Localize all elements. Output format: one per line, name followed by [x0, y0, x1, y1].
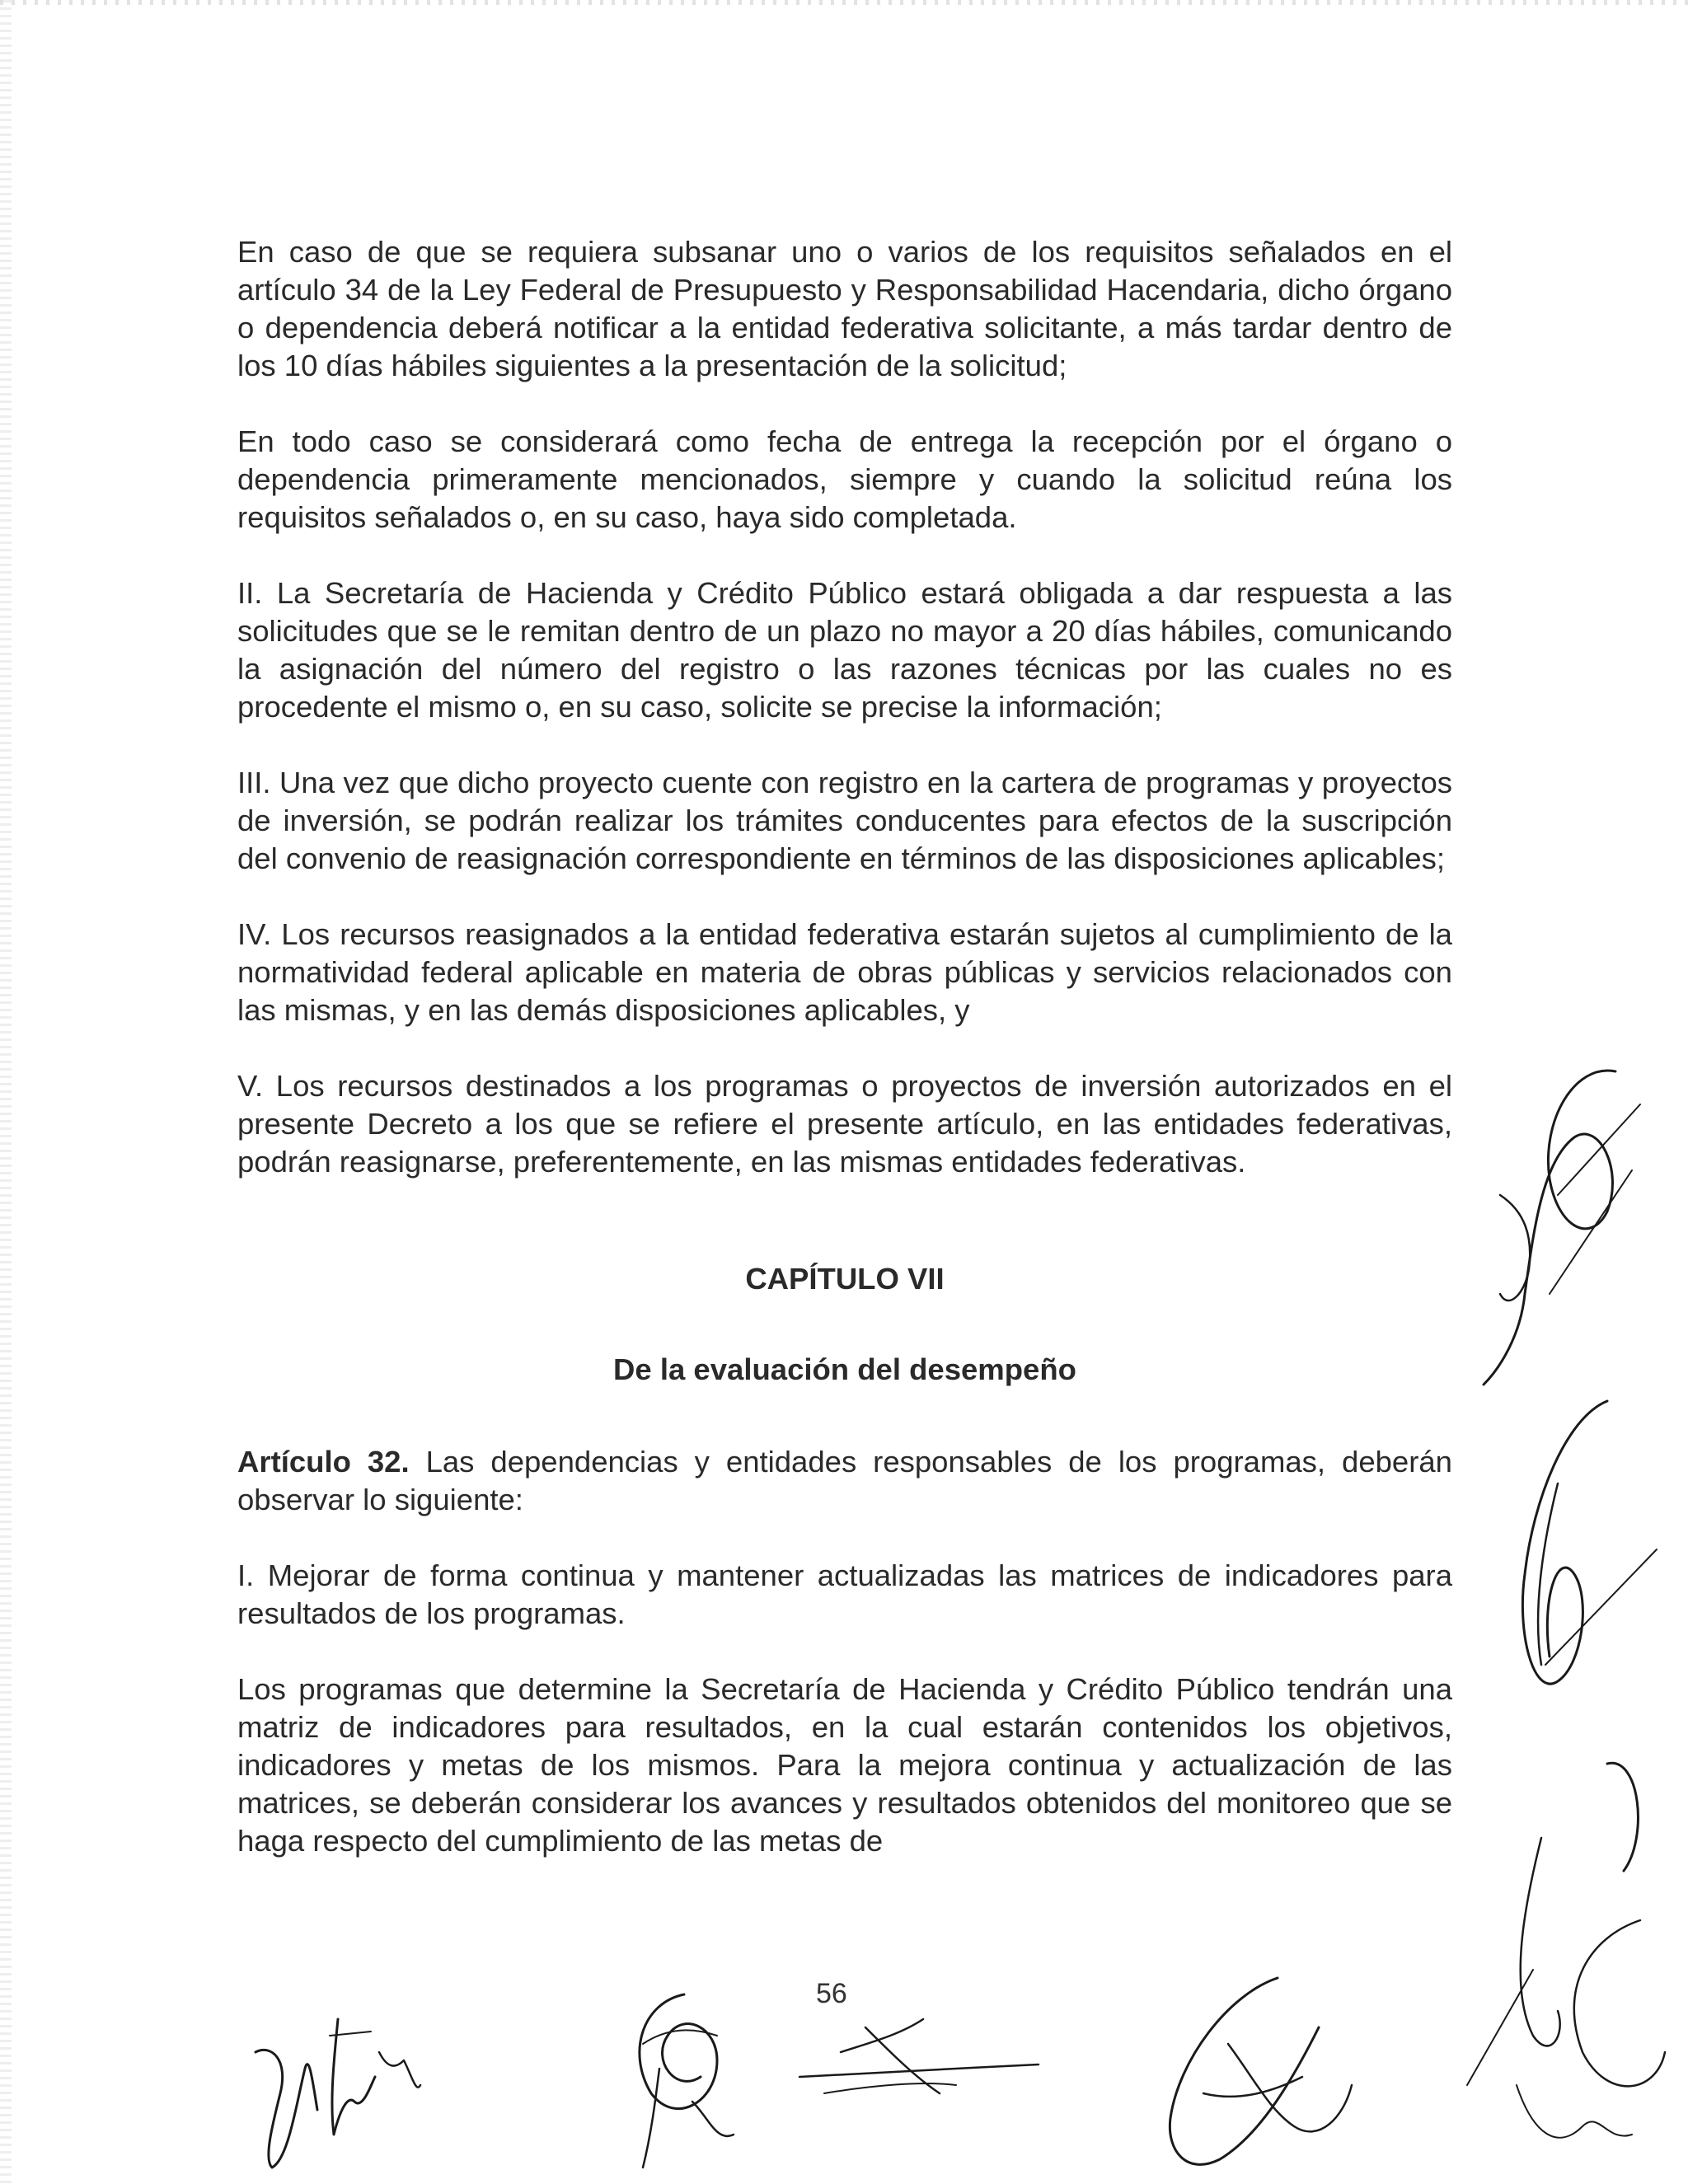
paragraph-item-iii: III. Una vez que dicho proyecto cuente con registro en la cartera de programas y proyectos de inversión, se podrán realizar los trámites conducentes para efectos de la suscripción del convenio de reasignación correspondiente en términos de las disposiciones aplicables; — [237, 766, 1452, 875]
paragraph: En todo caso se considerará como fecha de entrega la recepción por el órgano o dependencia primeramente mencionados, siempre y cuando la solicitud reúna los requisitos señalados o, en su caso, haya sido completada. — [237, 424, 1452, 534]
paragraph-item-i: I. Mejorar de forma continua y mantener actualizadas las matrices de indicadores para resultados de los programas. — [237, 1558, 1452, 1630]
page-number: 56 — [816, 1978, 847, 2009]
paragraph: En caso de que se requiera subsanar uno o varios de los requisitos señalados en el artículo 34 de la Ley Federal de Presupuesto y Responsabilidad Hacendaria, dicho órgano o dependencia deberá notificar a la entidad federativa solicitante, a más tardar dentro de los 10 días hábiles siguientes a la presentación de la solicitud; — [237, 235, 1452, 382]
signature-bottom-4 — [1129, 1961, 1376, 2184]
signature-right-2 — [1467, 1385, 1665, 1714]
article-text: Las dependencias y entidades responsables de los programas, deberán observar lo siguiente: — [237, 1445, 1452, 1516]
scan-artifact-top — [0, 0, 1688, 5]
scan-artifact-left — [0, 0, 12, 2184]
document-body — [237, 233, 1452, 1860]
paragraph-item-v: V. Los recursos destinados a los programas o proyectos de inversión autorizados en el presente Decreto a los que se refiere el presente artículo, en las entidades federativas, podrán reasignarse, preferentemente, en las mismas entidades federativas. — [237, 1069, 1452, 1179]
article-label: Artículo 32. — [237, 1445, 410, 1479]
signature-bottom-2 — [593, 1978, 775, 2176]
chapter-title: De la evaluación del desempeño — [613, 1352, 1076, 1386]
chapter-heading: CAPÍTULO VII — [745, 1262, 945, 1296]
paragraph: Los programas que determine la Secretaría de Hacienda y Crédito Público tendrán una matriz de indicadores para resultados, en la cual estarán contenidos los objetivos, indicadores y metas de los mismos. Para la mejora continua y actualización de las matrices, se deberán considerar los avances y resultados obtenidos del monitoreo que se haga respecto del cumplimiento de las metas de — [237, 1672, 1452, 1858]
signature-right-1 — [1451, 1047, 1665, 1393]
paragraph-item-ii: II. La Secretaría de Hacienda y Crédito Público estará obligada a dar respuesta a las solicitudes que se le remitan dentro de un plazo no mayor a 20 días hábiles, comunicando la asignación del número del registro o las razones técnicas por las cuales no es procedente el mismo o, en su caso, solicite se precise la información; — [237, 576, 1452, 724]
signature-bottom-1 — [239, 2003, 437, 2176]
paragraph-item-iv: IV. Los recursos reasignados a la entidad federativa estarán sujetos al cumplimiento de la normatividad federal aplicable en materia de obras públicas y servicios relacionados con las mismas, y en las demás disposiciones aplicables, y — [237, 917, 1452, 1027]
signature-right-3 — [1418, 1739, 1681, 2168]
signature-bottom-3 — [791, 2003, 1055, 2110]
article-32 — [237, 1443, 1452, 1519]
